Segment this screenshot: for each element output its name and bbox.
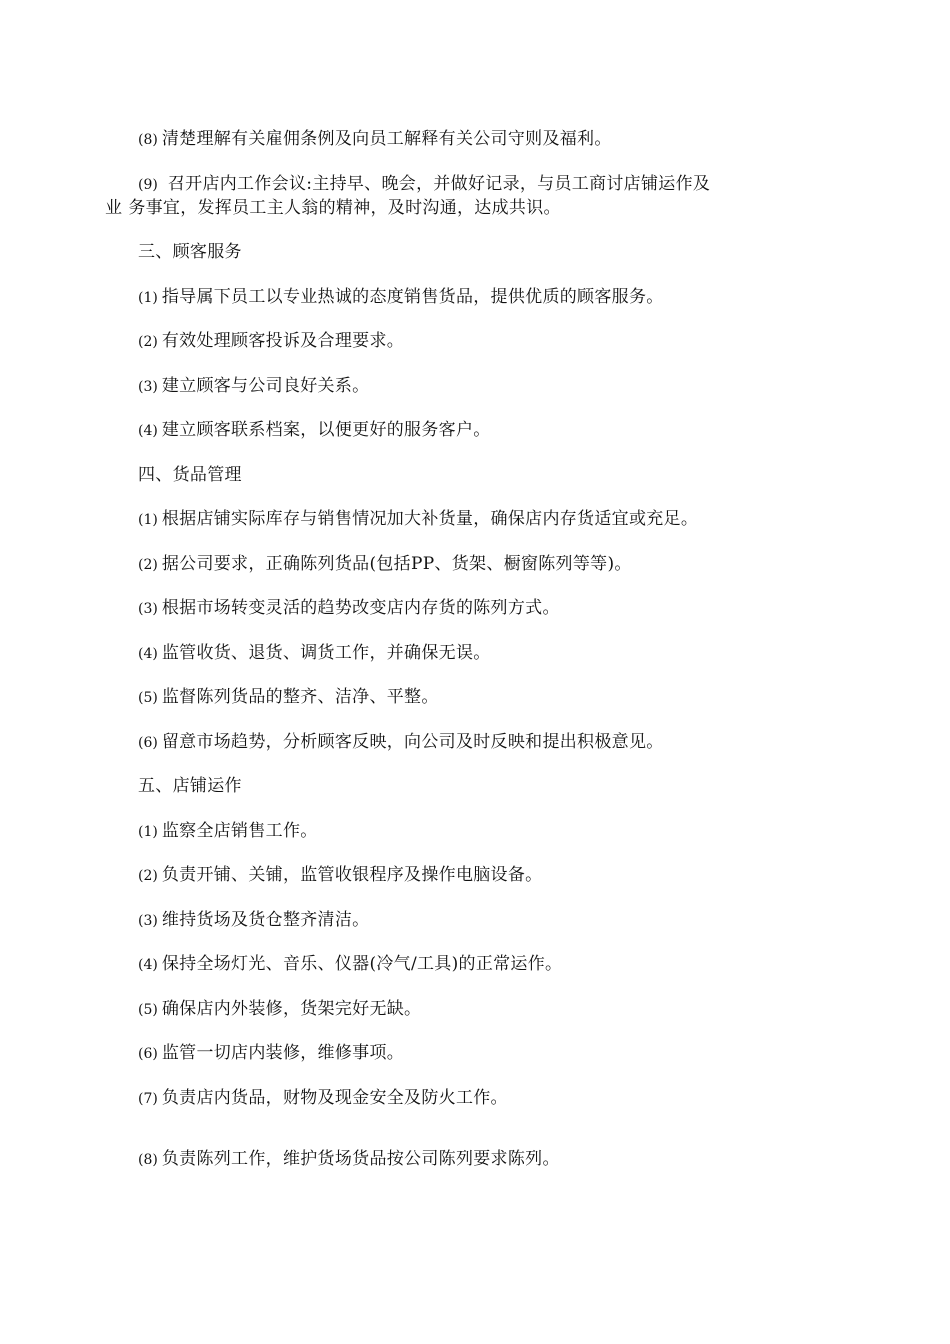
item-number: (1) xyxy=(138,290,158,306)
item-number: (5) xyxy=(138,690,158,706)
item-number: (8) xyxy=(138,1152,158,1168)
item-number: (1) xyxy=(138,824,158,840)
list-item xyxy=(138,686,439,709)
item-number: (4) xyxy=(138,646,158,662)
item-text: 确保店内外装修，货架完好无缺。 xyxy=(161,999,422,1019)
item-number: (3) xyxy=(138,913,158,929)
item-number: (2) xyxy=(138,868,158,884)
list-item xyxy=(138,508,698,531)
list-item xyxy=(138,642,491,665)
list-item xyxy=(138,731,664,754)
item-number: (4) xyxy=(138,423,158,439)
list-item xyxy=(138,864,542,887)
item-text: 指导属下员工以专业热诚的态度销售货品，提供优质的顾客服务。 xyxy=(161,287,664,307)
item-number: (8) xyxy=(138,132,158,148)
list-item xyxy=(138,286,664,309)
item-text: 务事宜，发挥员工主人翁的精神，及时沟通，达成共识。 xyxy=(128,198,561,218)
item-number: (4) xyxy=(138,957,158,973)
item-text: 清楚理解有关雇佣条例及向员工解释有关公司守则及福利。 xyxy=(161,129,612,149)
item-number: (3) xyxy=(138,379,158,395)
item-text: 根据市场转变灵活的趋势改变店内存货的陈列方式。 xyxy=(161,598,560,618)
item-number: (3) xyxy=(138,601,158,617)
list-item xyxy=(138,553,632,576)
list-item xyxy=(138,1042,404,1065)
item-number: (7) xyxy=(138,1091,158,1107)
item-text: 根据店铺实际库存与销售情况加大补货量，确保店内存货适宜或充足。 xyxy=(161,509,699,529)
item-text: 召开店内工作会议:主持早、晚会，并做好记录，与员工商讨店铺运作及 xyxy=(167,174,711,194)
item-text: 负责店内货品，财物及现金安全及防火工作。 xyxy=(161,1088,508,1108)
item-text: 监督陈列货品的整齐、洁净、平整。 xyxy=(161,687,439,707)
list-item xyxy=(138,1148,560,1171)
list-item xyxy=(138,998,421,1021)
item-number: (2) xyxy=(138,334,158,350)
list-item-continuation xyxy=(105,197,561,219)
list-item xyxy=(138,330,404,353)
item-text: 保持全场灯光、音乐、仪器(冷气/工具)的正常运作。 xyxy=(161,954,563,974)
item-text: 据公司要求，正确陈列货品(包括PP、货架、橱窗陈列等等)。 xyxy=(161,554,632,574)
list-item xyxy=(138,820,318,843)
item-text-prefix: 业 xyxy=(105,198,123,218)
item-text: 建立顾客与公司良好关系。 xyxy=(161,376,370,396)
list-item xyxy=(138,1087,508,1110)
list-item xyxy=(138,375,369,398)
item-text: 监管一切店内装修，维修事项。 xyxy=(161,1043,405,1063)
item-number: (6) xyxy=(138,735,158,751)
list-item xyxy=(138,128,612,151)
list-item xyxy=(138,953,562,976)
item-text: 监管收货、退货、调货工作，并确保无误。 xyxy=(161,643,491,663)
section-heading: 五、店铺运作 xyxy=(138,776,242,796)
section-heading: 四、货品管理 xyxy=(138,465,242,485)
list-item xyxy=(138,419,491,442)
item-text: 负责开铺、关铺，监管收银程序及操作电脑设备。 xyxy=(161,865,543,885)
item-text: 负责陈列工作，维护货场货品按公司陈列要求陈列。 xyxy=(161,1149,560,1169)
section-heading: 三、顾客服务 xyxy=(138,242,242,262)
item-text: 建立顾客联系档案，以便更好的服务客户。 xyxy=(161,420,491,440)
item-number: (1) xyxy=(138,512,158,528)
item-text: 维持货场及货仓整齐清洁。 xyxy=(161,910,370,930)
list-item xyxy=(138,173,710,196)
item-text: 留意市场趋势，分析顾客反映，向公司及时反映和提出积极意见。 xyxy=(161,732,664,752)
item-text: 监察全店销售工作。 xyxy=(161,821,318,841)
list-item xyxy=(138,909,369,932)
list-item xyxy=(138,597,560,620)
item-number: (5) xyxy=(138,1002,158,1018)
item-text: 有效处理顾客投诉及合理要求。 xyxy=(161,331,405,351)
item-number: (9) xyxy=(138,177,158,193)
item-number: (2) xyxy=(138,557,158,573)
item-number: (6) xyxy=(138,1046,158,1062)
